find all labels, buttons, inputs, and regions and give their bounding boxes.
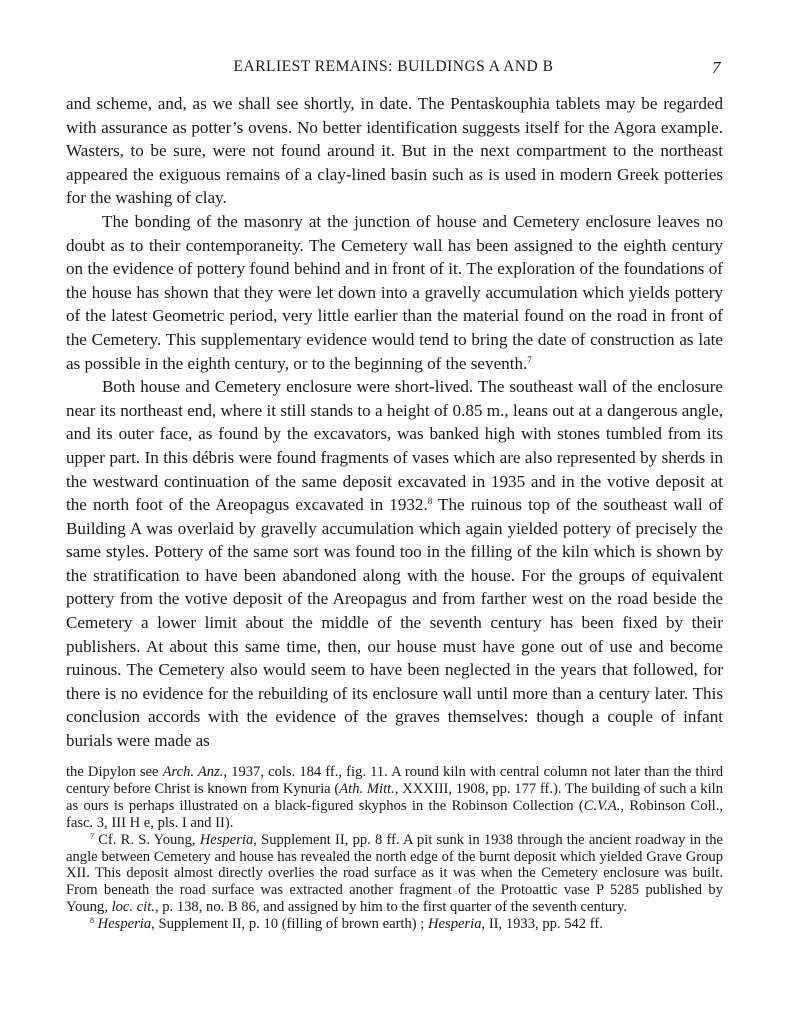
paragraph-3 <box>66 375 723 753</box>
footnote-citation: Hesperia <box>199 831 254 848</box>
running-title: EARLIEST REMAINS: BUILDINGS A AND B <box>233 58 554 75</box>
running-head <box>66 58 721 80</box>
footnote-citation: loc. cit. <box>111 899 155 916</box>
footnote-7 <box>66 832 723 917</box>
footnote-8-mark: 8 <box>90 916 94 926</box>
footnote-citation: Ath. Mitt. <box>339 780 395 797</box>
footnote-text: , p. 138, no. B 86, and assigned by him to the first quarter of the seventh century. <box>154 899 627 916</box>
footnote-text: , Supplement II, pp. 8 ff. A pit sunk in 1938 through the ancient roadway in the angle between Cemetery and house has revealed the north edge of the burnt deposit which yielded Grave Group XII. This deposit almost directly overlies the road surface as it was when the Cemetery enclosure was built. From beneath the road surface was extracted another fragment of the Protoattic vase P 5285 published by Young, <box>66 831 723 916</box>
note-ref-8[interactable]: 8 <box>427 496 433 507</box>
footnote-text: , Supplement II, p. 10 (filling of brown earth) ; <box>151 916 428 933</box>
footnote-text: , II, 1933, pp. 542 ff. <box>481 916 603 933</box>
paragraph-1 <box>66 92 723 210</box>
paragraph-2 <box>66 210 723 375</box>
footnote-text: , Robinson Coll., fasc. 3, III H e, pls. I and II). <box>66 797 723 831</box>
footnote-citation: C.V.A. <box>583 797 621 814</box>
footnotes <box>66 764 723 933</box>
note-ref-7[interactable]: 7 <box>527 354 532 365</box>
footnote-citation: Arch. Anz. <box>162 764 224 780</box>
footnote-text: , XXXIII, 1908, pp. 177 ff.). The building of such a kiln as ours is perhaps illustrated on a black-figured skyphos in the Robinson Collection ( <box>66 780 723 814</box>
page-number: 7 <box>712 58 721 77</box>
footnote-7-mark: 7 <box>90 831 94 841</box>
footnote-continued <box>66 764 723 832</box>
paragraph-3-text-a: Both house and Cemetery enclosure were short-lived. The southeast wall of the enclosure near its northeast end, where it still stands to a height of 0.85 m., leans out at a dangerous angle, and its outer face, as found by the excavators, was banked high with stones tumbled from its upper part. In this débris were found fragments of vases which are also represented by sherds in the westward continuation of the same deposit excavated in 1935 and in the votive deposit at the north foot of the Areopagus excavated in 1932. <box>66 377 723 515</box>
paragraph-3-text-b: The ruinous top of the southeast wall of Building A was overlaid by gravelly accumulation which again yielded pottery of precisely the same styles. Pottery of the same sort was found too in the filling of the kiln which is shown by the stratification to have been abandoned along with the house. For the groups of equivalent pottery from the votive deposit of the Areopagus and from farther west on the road beside the Cemetery a lower limit about the middle of the seventh century has been fixed by their publishers. At about this same time, then, our house must have gone out of use and become ruinous. The Cemetery also would seem to have been neglected in the years that followed, for there is no evidence for the rebuilding of its enclosure wall until more than a century later. This conclusion accords with the evidence of the graves themselves: though a couple of infant burials were made as <box>66 495 723 751</box>
footnote-citation: Hesperia <box>428 916 482 933</box>
footnote-text: the Dipylon see <box>66 764 163 780</box>
body-text <box>66 92 723 753</box>
footnote-text: , 1937, cols. 184 ff., fig. 11. A round kiln with central column not later than the third century before Christ is known from Kynuria ( <box>66 764 723 797</box>
paragraph-1-text: and scheme, and, as we shall see shortly, in date. The Pentaskouphia tablets may be regarded with assurance as potter’s ovens. No better identification suggests itself for the Agora example. Wasters, to be sure, were not found around it. But in the next compartment to the northeast appeared the exiguous remains of a clay-lined basin such as is used in modern Greek potteries for the washing of clay. <box>66 94 723 208</box>
footnote-citation: Hesperia <box>97 916 152 933</box>
footnote-text: Cf. R. S. Young, <box>94 831 200 848</box>
paragraph-2-text: The bonding of the masonry at the junction of house and Cemetery enclosure leaves no doubt as to their contemporaneity. The Cemetery wall has been assigned to the eighth century on the evidence of pottery found behind and in front of it. The exploration of the foundations of the house has shown that they were let down into a gravelly accumulation which yields pottery of the latest Geometric period, very little earlier than the material found on the road in front of the Cemetery. This supplementary evidence would tend to bring the date of construction as late as possible in the eighth century, or to the beginning of the seventh. <box>66 211 723 373</box>
footnote-8 <box>66 916 723 933</box>
